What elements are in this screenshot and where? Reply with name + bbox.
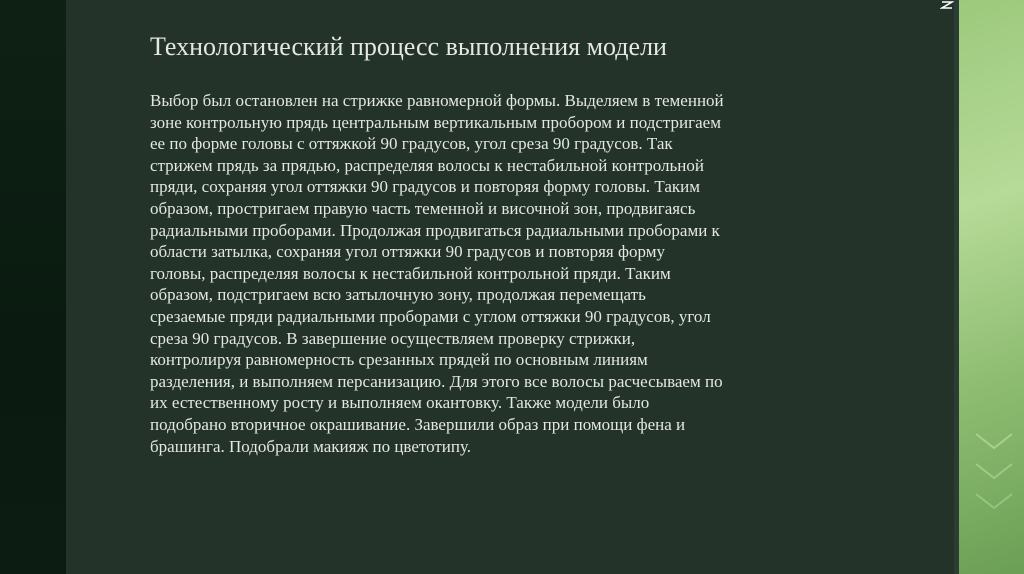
left-decorative-strip: [0, 0, 66, 574]
slide-body-text: Выбор был остановлен на стрижке равномерной формы. Выделяем в теменной зоне контрольную прядь центральным вертикальным пробором и подстригаем ее по форме головы с оттяжкой 90 градусов, угол среза 90 градусов. Так стрижем прядь за прядью, распределяя волосы к нестабильной контрольной пряди, сохраняя угол оттяжки 90 градусов и повторяя форму головы. Таким образом, простригаем правую часть теменной и височной зон, продвигаясь радиальными проборами. Продолжая продвигаться радиальными проборами к области затылка, сохраняя угол оттяжки 90 градусов и повторяя форму головы, распределяя волосы к нестабильной контрольной пряди. Таким образом, подстригаем всю затылочную зону, продолжая перемещать срезаемые пряди радиальными проборами с углом оттяжки 90 градусов, угол среза 90 градусов. В завершение осуществляем проверку стрижки, контролируя равномерность срезанных прядей по основным линиям разделения, и выполняем персанизацию. Для этого все волосы расчесываем по их естественному росту и выполняем окантовку. Также модели было подобрано вторичное окрашивание. Завершили образ при помощи фена и брашинга. Подобрали макияж по цветотипу.: [150, 91, 724, 456]
slide-title: Технологический процесс выполнения модели: [150, 32, 667, 61]
chevron-pattern-icon: [972, 414, 1016, 534]
z-mark-icon: [940, 0, 954, 10]
right-decorative-strip: [959, 0, 1024, 574]
